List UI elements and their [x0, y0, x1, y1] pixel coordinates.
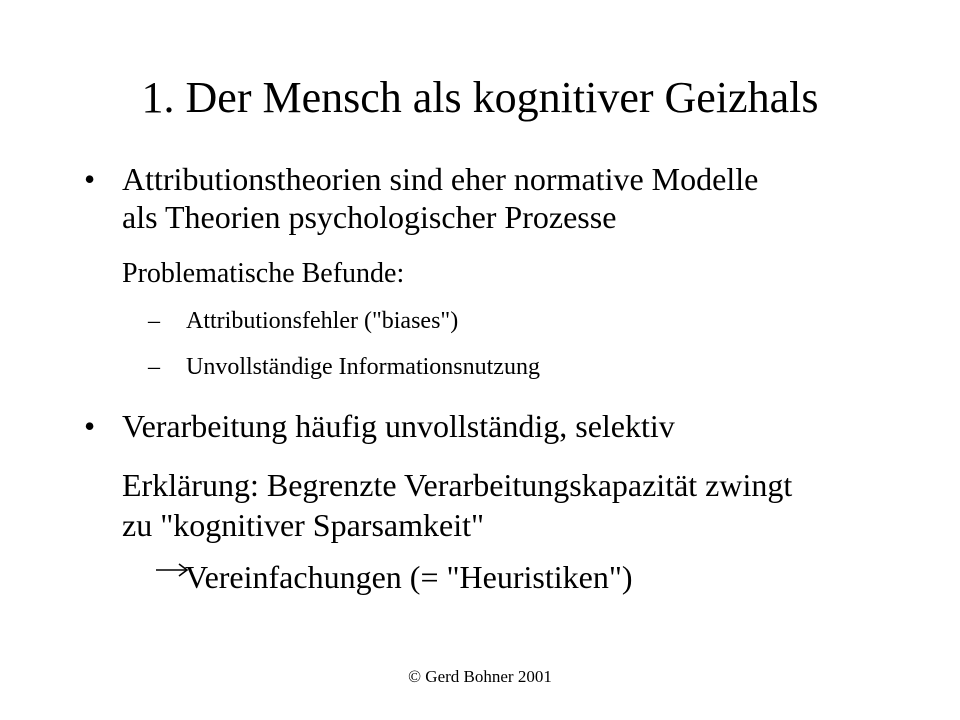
- sub-list-item-text: Unvollständige Informationsnutzung: [186, 354, 540, 380]
- explanation-line: zu "kognitiver Sparsamkeit": [122, 507, 485, 543]
- explanation-line: Erklärung: Begrenzte Verarbeitungskapazität zwingt: [122, 467, 793, 503]
- sub-list-item-text: Attributionsfehler ("biases"): [186, 308, 459, 334]
- consequence-text: Vereinfachungen (= "Heuristiken"): [185, 559, 633, 595]
- bullet-text-line: Attributionstheorien sind eher normative Modelle: [122, 161, 759, 197]
- subheading: Problematische Befunde:: [122, 258, 405, 289]
- bullet-text-line: Verarbeitung häufig unvollständig, selektiv: [122, 408, 675, 444]
- footer-copyright: © Gerd Bohner 2001: [408, 667, 552, 686]
- dash-marker: –: [148, 308, 160, 334]
- bullet-text-line: als Theorien psychologischer Prozesse: [122, 199, 617, 235]
- bullet-marker: •: [84, 408, 96, 444]
- dash-marker: –: [148, 354, 160, 380]
- bullet-marker: •: [84, 161, 96, 197]
- slide-title: 1. Der Mensch als kognitiver Geizhals: [141, 73, 819, 122]
